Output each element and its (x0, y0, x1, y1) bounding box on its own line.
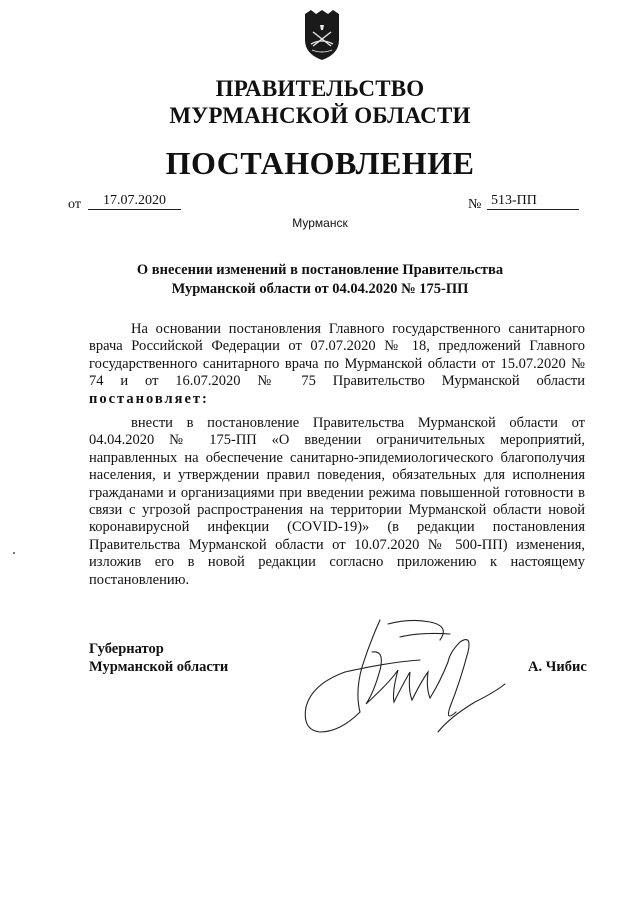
decree-word: постановляет: (89, 390, 209, 407)
coat-of-arms-icon (302, 10, 342, 62)
signatory-position-line1: Губернатор (89, 641, 164, 657)
signatory-name: А. Чибис (528, 659, 587, 675)
preamble-text: На основании постановления Главного государственного санитарного врача Российской Федерации от 07.07.2020 № 18, предложений Главного государственного санитарного врача по Мурманской области от 15.07.2020 № 74 и от 16.07.2020 № 75 Правительство Мурманской области (89, 321, 585, 390)
handwritten-signature (300, 612, 510, 752)
subject-line2: Мурманской области от 04.04.2020 № 175-ПП (171, 281, 469, 297)
signatory-position-line2: Мурманской области (89, 659, 229, 675)
number-label: № (468, 197, 482, 212)
subject-line1: О внесении изменений в постановление Правительства (136, 262, 504, 278)
city-name: Мурманск (292, 216, 348, 230)
document-type-title: ПОСТАНОВЛЕНИЕ (165, 145, 475, 181)
date-label: от (68, 197, 81, 212)
operative-paragraph: внести в постановление Правительства Мурманской области от 04.04.2020 № 175-ПП «О введении ограничительных мероприятий, направленных на обеспечение санитарно-эпидемиологического благополучия населения, и утверждении правил поведения, обязательных для исполнения гражданами и организациями при введении режима повышенной готовности в связи с угрозой распространения на территории Мурманской области новой коронавирусной инфекции (COVID-19)» (в редакции постановления Правительства Мурманской области от 10.07.2020 № 500-ПП) изменения, изложив его в новой редакции согласно приложению к настоящему постановлению. (89, 415, 585, 588)
government-title-line1: ПРАВИТЕЛЬСТВО (215, 76, 425, 101)
preamble-paragraph (89, 321, 585, 408)
document-date: 17.07.2020 (88, 192, 181, 210)
government-title-line2: МУРМАНСКОЙ ОБЛАСТИ (169, 103, 471, 128)
scan-artifact-dot (13, 552, 15, 554)
document-number: 513-ПП (487, 192, 579, 210)
